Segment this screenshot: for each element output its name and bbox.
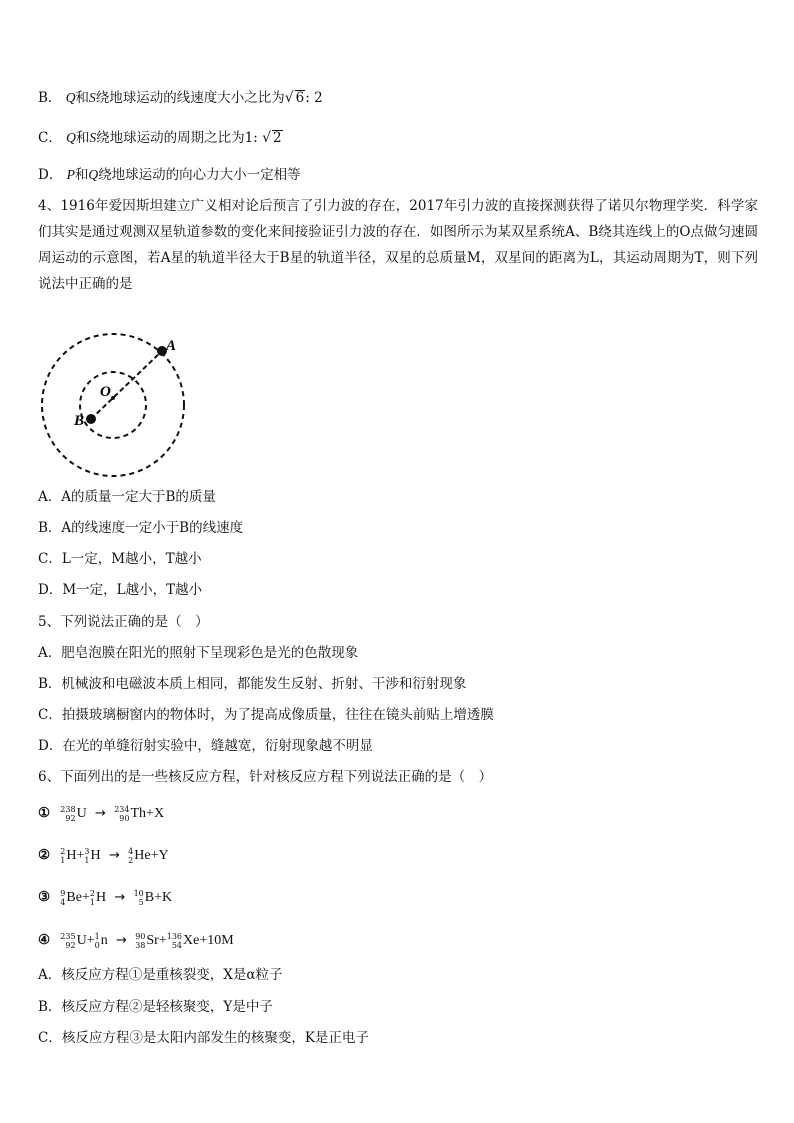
mass-number: 9 (60, 888, 66, 898)
atomic-number: 90 (119, 813, 130, 823)
conjunction: 和 (75, 130, 90, 146)
element-symbol: n (100, 932, 108, 948)
element-symbol: U (76, 805, 87, 821)
label-b: B (74, 413, 85, 429)
element-symbol: U (76, 932, 87, 948)
inner-orbit (80, 372, 146, 438)
arrow-icon: → (108, 848, 120, 863)
plus-sign: + (76, 848, 85, 863)
mass-number: 1 (94, 931, 100, 941)
nuclear-equation-3 (38, 887, 172, 908)
element-symbol: He (134, 847, 151, 863)
mass-number: 10 (133, 888, 144, 898)
q5-option-d: D．在光的单缝衍射实验中，缝越宽，衍射现象越不明显 (38, 738, 373, 754)
nuclear-equation-2 (38, 845, 169, 866)
equation-product: +K (154, 890, 173, 905)
variable-p: P (66, 167, 75, 182)
ratio-head: 1: (244, 130, 263, 146)
sqrt-icon: √ (284, 90, 294, 106)
atomic-number: 1 (84, 855, 90, 865)
nuclide (134, 888, 155, 908)
atomic-number: 0 (94, 940, 100, 950)
equation-product: +X (146, 806, 165, 821)
nuclide (167, 931, 200, 951)
label-o: O (100, 384, 111, 400)
nuclide (95, 931, 108, 951)
atomic-number: 54 (171, 940, 183, 950)
binary-star-figure (30, 328, 200, 478)
q4-option-b: B．A的线速度一定小于B的线速度 (38, 520, 244, 536)
equation-number: ③ (38, 889, 51, 905)
variable-q: Q (66, 130, 76, 145)
q4-option-c: C．L一定，M越小，T越小 (38, 551, 202, 567)
element-symbol: B (144, 889, 155, 905)
q3-option-b (38, 88, 323, 108)
mass-number: 4 (128, 846, 134, 856)
atomic-number: 92 (65, 813, 76, 823)
q5-option-c: C．拍摄玻璃橱窗内的物体时，为了提高成像质量，往往在镜头前贴上增透膜 (38, 707, 494, 723)
option-letter: D． (38, 167, 63, 183)
q3-option-c (38, 128, 283, 148)
element-symbol: H (90, 847, 101, 863)
mass-number: 2 (60, 846, 66, 856)
nuclide (135, 931, 159, 951)
arrow-icon: → (116, 933, 127, 948)
nuclide (114, 804, 146, 824)
variable-s: S (88, 90, 96, 105)
label-a: A (166, 338, 177, 354)
atomic-number: 38 (135, 940, 146, 950)
nuclide (60, 804, 86, 824)
nuclide (60, 931, 86, 951)
conjunction: 和 (75, 90, 89, 106)
mass-number: 235 (60, 931, 76, 941)
element-symbol: H (95, 889, 107, 905)
element-symbol: Sr (146, 932, 159, 948)
plus-sign: + (86, 933, 95, 948)
element-symbol: Be (66, 889, 82, 905)
mass-number: 234 (114, 804, 130, 814)
atomic-number: 92 (65, 940, 76, 950)
mass-number: 90 (135, 931, 146, 941)
conjunction: 和 (74, 167, 89, 183)
plus-sign: + (158, 933, 167, 948)
option-text: 绕地球运动的周期之比为 (96, 130, 245, 146)
q3-option-d (38, 165, 301, 185)
arrow-icon: → (114, 890, 126, 905)
radicand: 2 (273, 130, 282, 146)
nuclide (84, 846, 100, 866)
ratio-tail: : 2 (305, 90, 323, 106)
equation-product: +10M (199, 933, 234, 948)
nuclide (90, 888, 106, 908)
q6-stem: 6、下面列出的是一些核反应方程，针对核反应方程下列说法正确的是（ ） (38, 769, 493, 785)
element-symbol: H (66, 847, 77, 863)
atomic-number: 2 (128, 855, 134, 865)
q5-option-a: A．肥皂泡膜在阳光的照射下呈现彩色是光的色散现象 (38, 645, 359, 661)
equation-product: +Y (150, 848, 169, 863)
element-symbol: Xe (183, 932, 200, 948)
plus-sign: + (81, 890, 90, 905)
element-symbol: Th (130, 805, 147, 821)
option-letter: B． (38, 90, 62, 106)
sqrt-icon: √ (262, 130, 271, 146)
equation-number: ① (38, 805, 51, 821)
option-letter: C． (38, 130, 62, 146)
equation-number: ② (38, 847, 51, 863)
nuclide (60, 888, 82, 908)
nuclide (128, 846, 150, 866)
q6-option-a: A．核反应方程①是重核裂变，X是α粒子 (38, 967, 283, 983)
nuclear-equation-1 (38, 803, 164, 824)
atomic-number: 5 (138, 897, 144, 907)
mass-number: 136 (166, 931, 183, 941)
q5-option-b: B．机械波和电磁波本质上相同，都能发生反射、折射、干涉和衍射现象 (38, 676, 467, 692)
arrow-icon: → (95, 806, 106, 821)
radicand: 6 (295, 90, 305, 106)
variable-s: S (89, 130, 97, 145)
q6-option-c: C．核反应方程③是太阳内部发生的核聚变，K是正电子 (38, 1030, 369, 1046)
q5-stem: 5、下列说法正确的是（ ） (38, 614, 209, 630)
mass-number: 3 (84, 846, 90, 856)
q4-option-a: A．A的质量一定大于B的质量 (38, 489, 216, 505)
variable-q: Q (88, 167, 99, 182)
q4-option-d: D．M一定，L越小，T越小 (38, 582, 203, 598)
nuclide (60, 846, 76, 866)
atomic-number: 1 (60, 855, 66, 865)
mass-number: 238 (60, 804, 76, 814)
center-point-o (111, 396, 115, 400)
atomic-number: 4 (60, 897, 66, 907)
nuclear-equation-4 (38, 930, 234, 951)
option-text: 绕地球运动的线速度大小之比为 (95, 90, 285, 106)
equation-number: ④ (38, 932, 51, 948)
variable-q: Q (65, 90, 76, 105)
q6-option-b: B．核反应方程②是轻核聚变，Y是中子 (38, 999, 273, 1015)
star-b (86, 414, 96, 424)
option-text: 绕地球运动的向心力大小一定相等 (98, 167, 301, 183)
q4-stem: 4、1916年爱因斯坦建立广义相对论后预言了引力波的存在，2017年引力波的直接探测获得了诺贝尔物理学奖．科学家们其实是通过观测双星轨道参数的变化来间接验证引力波的存在．如图所示为某双星系统A、B绕其连线上的O点做匀速圆周运动的示意图，若A星的轨道半径大于B星的轨道半径，双星的总质量M，双星间的距离为L，其运动周期为T，则下列说法中正确的是 (38, 198, 758, 292)
atomic-number: 1 (89, 897, 95, 907)
mass-number: 2 (89, 888, 95, 898)
